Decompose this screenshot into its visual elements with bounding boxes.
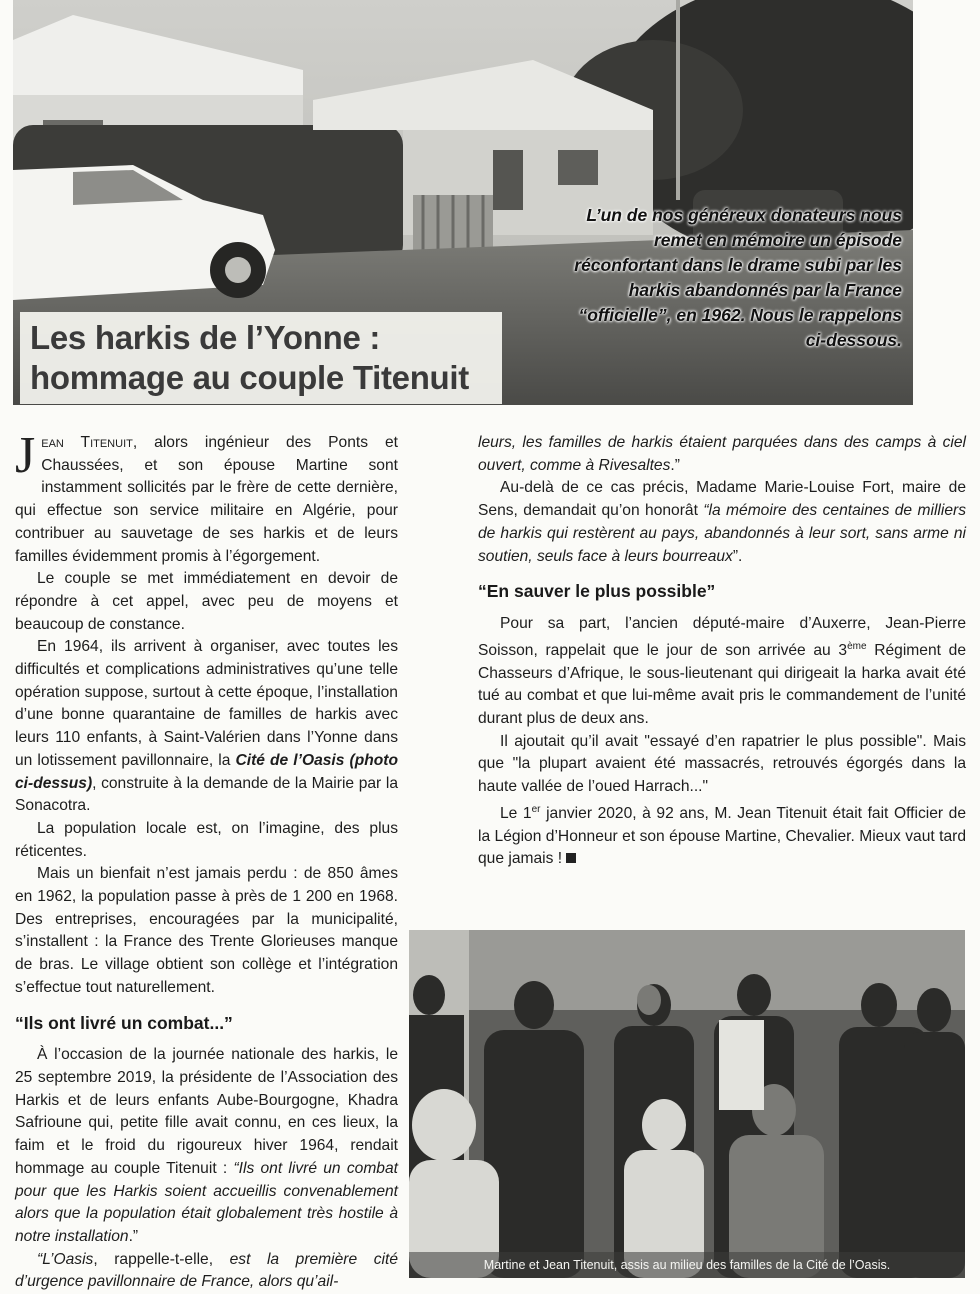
col2-p2-text: Au-delà de ce cas précis, Madame Marie-Louise Fort, maire de Sens, demandait qu’on honorât: [478, 479, 966, 520]
p6-quote: “Ils ont livré un combat pour que les Harkis soient accueillis convenablement alors que la population était globalement très hostile à notre installation: [15, 1159, 398, 1245]
ordinal-sup: ème: [847, 640, 867, 652]
paragraph-1-text: , alors ingénieur des Ponts et Chaussées, et son épouse Martine sont instamment sollicités par le frère de cette dernière, qui effectue son service militaire en Algérie, pour contribuer au sauvetage de ses harkis et de leurs familles évidemment promis à l’égorgement.: [15, 434, 398, 565]
column-left: [15, 427, 398, 1294]
end-of-article-mark: [566, 853, 576, 863]
p6-text-a: À l’occasion de la journée nationale des harkis, le 25 septembre 2019, la présidente de l’Association des Harkis et de leurs enfants Aube-Bourgogne, Khadra Safrioune qui, petite fille avait connu, en ces lieux, la faim et le froid du rigoureux hiver 1964, rendait hommage au couple Titenuit :: [15, 1046, 398, 1177]
p7-quote-c: est la première cité d’urgence pavillonnaire de France, alors qu’ail-: [15, 1250, 398, 1291]
col2-p5-text-b: janvier 2020, à 92 ans, M. Jean Titenuit était fait Officier de la Légion d’Honneur et son épouse Martine, Chevalier. Mieux vaut tard que jamais !: [478, 804, 966, 868]
person-name: ean Titenuit: [41, 434, 133, 451]
col2-paragraph-2: [478, 477, 966, 568]
paragraph-2: Le couple se met immédiatement en devoir de répondre à cet appel, avec peu de moyens et beaucoup de constance.: [15, 570, 398, 633]
col2-p3-text-b: Régiment de Chasseurs d’Afrique, le sous-lieutenant qui dirigeait la harka avait été tué au combat et que lui-même avait pris le commandement de l’unité durant plus de deux ans.: [478, 641, 966, 727]
paragraph-7: [15, 1249, 398, 1294]
title-line-1: Les harkis de l’Yonne :: [30, 319, 381, 356]
p3-text-a: En 1964, ils arrivent à organiser, avec toutes les difficultés et complications administratives qu’une telle opération suppose, surtout à cette époque, l’installation d’une bonne quarantaine de familles de harkis avec leurs 110 enfants, à Saint-Valérien dans l’Yonne dans un lotissement pavillonnaire, la: [15, 638, 398, 769]
photo-caption: Martine et Jean Titenuit, assis au milieu des familles de la Cité de l’Oasis.: [409, 1252, 965, 1278]
col2-p1-quote: leurs, les familles de harkis étaient parquées dans des camps à ciel ouvert, comme à Rivesaltes: [478, 434, 966, 474]
p3-text-c: , construite à la demande de la Mairie par la Sonacotra.: [15, 774, 398, 815]
ordinal-sup-er: er: [531, 803, 541, 815]
col2-paragraph-4: Il ajoutait qu’il avait "essayé d’en rapatrier le plus possible". Mais que "la plupart avaient été massacrés, retrouvés égorgés dans la haute vallée de l’oued Harrach...": [478, 732, 966, 796]
col2-p3-text-a: Pour sa part, l’ancien député-maire d’Auxerre, Jean-Pierre Soisson, rappelait que le jour de son arrivée au 3: [478, 614, 966, 659]
group-photo: [409, 930, 965, 1278]
col2-p5-text-a: Le 1: [500, 804, 532, 822]
paragraph-6: [15, 1044, 398, 1248]
p7-quote-a: “L’Oasis: [37, 1250, 94, 1268]
col2-p1-end: .”: [670, 456, 680, 474]
p3-emphasis: Cité de l’Oasis (photo ci-dessus): [15, 751, 398, 792]
title-line-2: hommage au couple Titenuit: [30, 359, 469, 396]
p6-text-c: .”: [128, 1227, 139, 1245]
col2-p2-quote: “la mémoire des centaines de milliers de harkis qui restèrent au pays, abandonnés à leur sort, sans arme ni soutien, seuls face à leurs bourreaux: [478, 502, 966, 565]
col2-p2-end: ”.: [732, 547, 743, 565]
col2-paragraph-1: [478, 432, 966, 477]
paragraph-3: [15, 636, 398, 818]
col2-paragraph-5: [478, 799, 966, 871]
col2-paragraph-3: [478, 613, 966, 731]
p7-text-b: , rappelle-t-elle,: [93, 1250, 230, 1268]
paragraph-5: Mais un bienfait n’est jamais perdu : de 850 âmes en 1962, la population passe à près de 1 200 en 1968. Des entreprises, encouragées par la municipalité, s’installent : la France des Trente Glorieuses manque de bras. Le village obtient son collège et l’intégration s’effectue tout naturellement.: [15, 865, 398, 996]
group-photo-illustration: [409, 930, 965, 1278]
paragraph-1: [15, 427, 398, 568]
drop-cap: J: [15, 427, 36, 484]
subheading-sauver: “En sauver le plus possible”: [478, 581, 716, 602]
article-title: [30, 318, 469, 398]
column-right: [478, 432, 966, 871]
subheading-combat: “Ils ont livré un combat...”: [15, 1012, 233, 1033]
paragraph-4: La population locale est, on l’imagine, des plus réticentes.: [15, 819, 398, 860]
intro-text: L’un de nos généreux donateurs nous remet en mémoire un épisode réconfortant dans le drame subi par les harkis abandonnés par la France “officielle”, en 1962. Nous le rappelons ci-dessous.: [574, 205, 902, 350]
